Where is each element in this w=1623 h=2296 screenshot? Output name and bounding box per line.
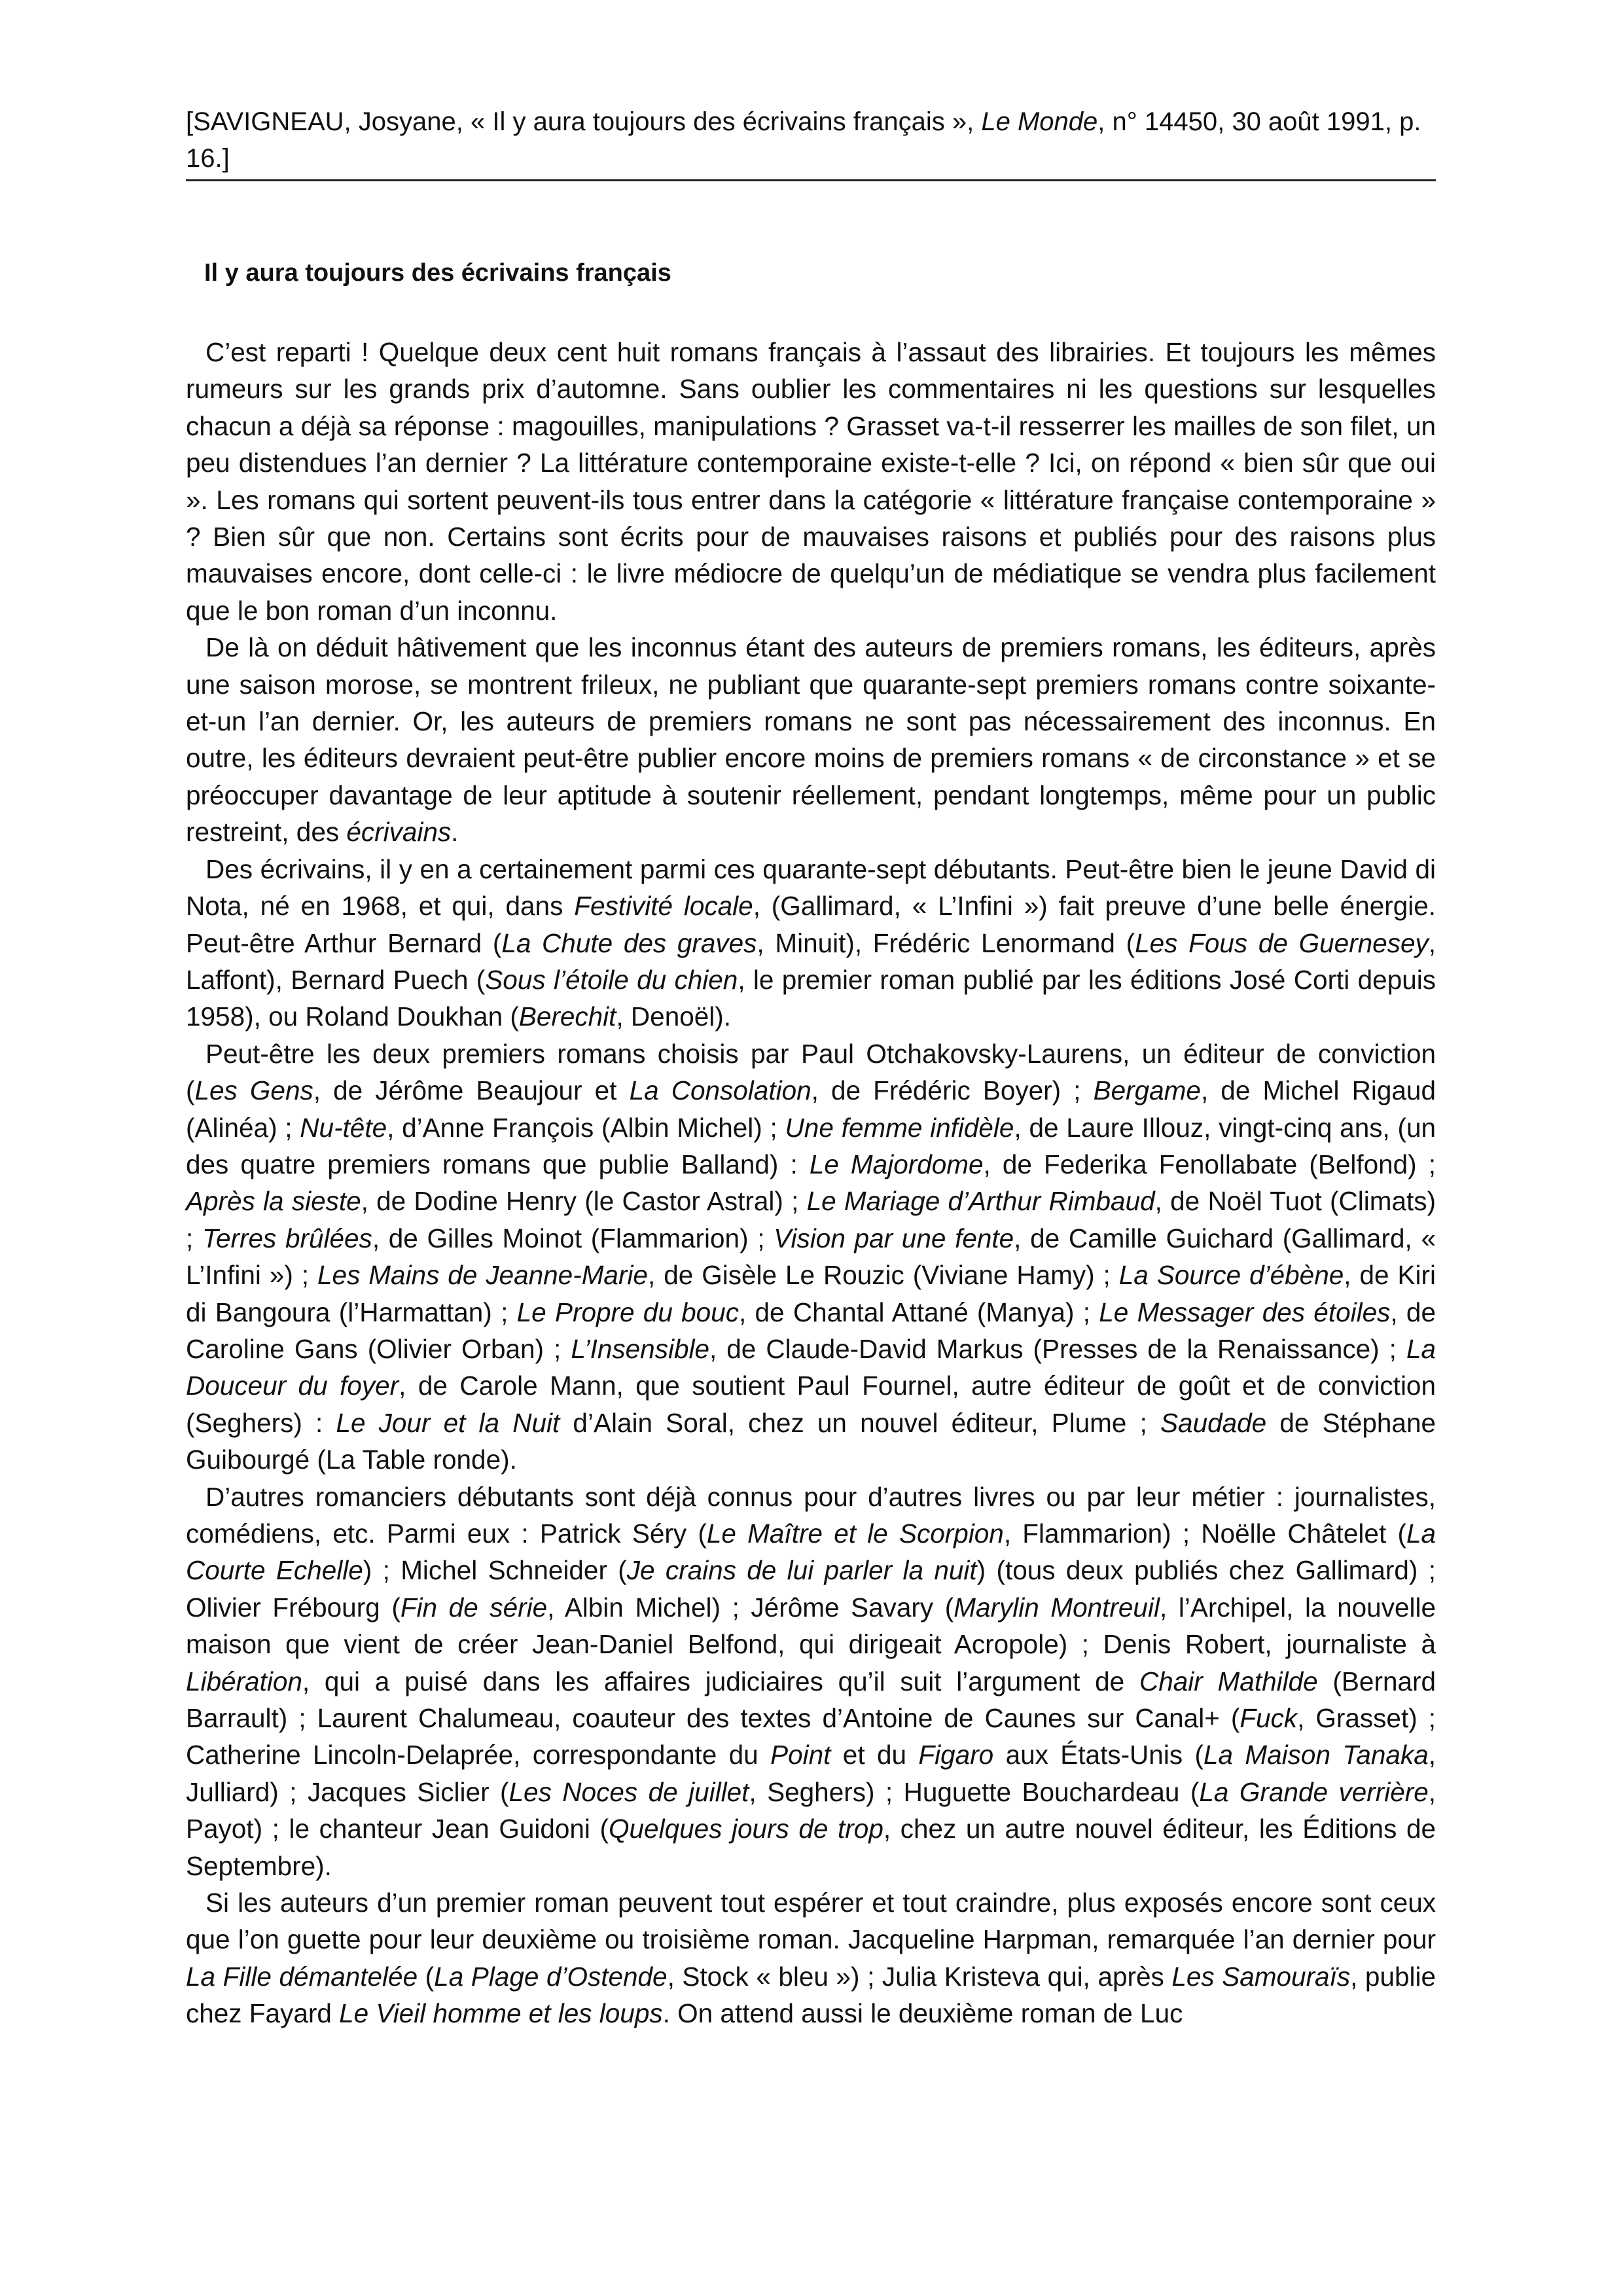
italic-title-run: Bergame: [1093, 1075, 1201, 1106]
text-run: , de Gilles Moinot (Flammarion) ;: [372, 1223, 774, 1253]
article-title: Il y aura toujours des écrivains français: [204, 259, 671, 287]
text-run: (: [418, 1961, 435, 1992]
text-run: , de Camille Guichard (Gallimard, « L’Infini ») ;: [186, 1223, 1436, 1291]
text-run: , de Claude-David Markus (Presses de la Renaissance) ;: [709, 1333, 1406, 1364]
text-run: , chez un autre nouvel éditeur, les Éditions de Septembre).: [186, 1814, 1436, 1881]
text-run: d’Alain Soral, chez un nouvel éditeur, Plume ;: [560, 1407, 1161, 1438]
italic-title-run: La Douceur du foyer: [186, 1333, 1436, 1401]
text-run: , de Carole Mann, que soutient Paul Fournel, autre éditeur de goût et de conviction (Seghers) :: [186, 1371, 1436, 1438]
italic-title-run: Quelques jours de trop: [609, 1814, 883, 1844]
italic-title-run: Les Noces de juillet: [508, 1776, 749, 1807]
paragraph: [186, 1035, 1436, 1479]
bibliographic-reference: [186, 103, 1436, 181]
text-run: , de Jérôme Beaujour et: [313, 1075, 630, 1106]
italic-title-run: Marylin Montreuil: [954, 1592, 1160, 1623]
paragraph: [186, 334, 1436, 629]
italic-title-run: Une femme infidèle: [785, 1112, 1014, 1143]
text-run: Si les auteurs d’un premier roman peuvent tout espérer et tout craindre, plus exposés encore sont ceux que l’on guette pour leur deuxième ou troisième roman. Jacqueline Harpman, remarquée l’an dernier pour: [186, 1888, 1436, 1955]
text-run: D’autres romanciers débutants sont déjà connus pour d’autres livres ou par leur métier : journalistes, comédiens, etc. Parmi eux : Patrick Séry (: [186, 1481, 1436, 1549]
text-run: , de Gisèle Le Rouzic (Viviane Hamy) ;: [647, 1260, 1119, 1291]
reference-text-before: [SAVIGNEAU, Josyane, « Il y aura toujours des écrivains français »,: [186, 107, 982, 136]
italic-title-run: La Chute des graves: [501, 927, 757, 958]
italic-title-run: La Plage d’Ostende: [434, 1961, 668, 1992]
text-run: , de Chantal Attané (Manya) ;: [738, 1297, 1099, 1327]
italic-title-run: écrivains: [346, 817, 452, 848]
italic-title-run: Le Propre du bouc: [516, 1297, 739, 1327]
text-run: , Laffont), Bernard Puech (: [186, 927, 1436, 995]
paragraph: [186, 1884, 1436, 2032]
text-run: , Albin Michel) ; Jérôme Savary (: [547, 1592, 954, 1623]
text-run: (Bernard Barrault) ; Laurent Chalumeau, coauteur des textes d’Antoine de Caunes sur Canal+ (: [186, 1666, 1436, 1734]
italic-title-run: Point: [770, 1740, 831, 1770]
italic-title-run: Libération: [186, 1666, 302, 1696]
text-run: .: [451, 817, 459, 848]
italic-title-run: Le Mariage d’Arthur Rimbaud: [806, 1186, 1155, 1217]
text-run: , de Caroline Gans (Olivier Orban) ;: [186, 1297, 1436, 1364]
text-run: , publie chez Fayard: [186, 1961, 1436, 2029]
italic-title-run: Le Majordome: [809, 1149, 984, 1179]
text-run: , d’Anne François (Albin Michel) ;: [387, 1112, 785, 1143]
italic-title-run: Sous l’étoile du chien: [485, 964, 738, 995]
italic-title-run: Les Fous de Guernesey: [1135, 927, 1429, 958]
italic-title-run: Terres brûlées: [202, 1223, 372, 1253]
italic-title-run: La Fille démantelée: [186, 1961, 418, 1992]
text-run: , Flammarion) ; Noëlle Châtelet (: [1003, 1518, 1406, 1549]
italic-title-run: Le Vieil homme et les loups: [339, 1998, 663, 2029]
text-run: , de Laure Illouz, vingt-cinq ans, (un des quatre premiers romans que publie Balland) :: [186, 1112, 1436, 1179]
text-run: ) ; Michel Schneider (: [363, 1555, 627, 1586]
text-run: De là on déduit hâtivement que les inconnus étant des auteurs de premiers romans, les éditeurs, après une saison morose, se montrent frileux, ne publiant que quarante-sept premiers romans contre soixante-et-un l’an dernier. Or, les auteurs de premiers romans ne sont pas nécessairement des inconnus. En outre, les éditeurs devraient peut-être publier encore moins de premiers romans « de circonstance » et se préoccuper davantage de leur aptitude à soutenir réellement, pendant longtemps, même pour un public restreint, des: [186, 632, 1436, 848]
italic-title-run: Les Mains de Jeanne-Marie: [317, 1260, 648, 1291]
text-run: , de Frédéric Boyer) ;: [811, 1075, 1094, 1106]
reference-text-after: , n° 14450, 30 août 1991, p. 16.]: [186, 107, 1421, 173]
paragraph: [186, 1479, 1436, 1884]
text-run: , de Federika Fenollabate (Belfond) ;: [983, 1149, 1436, 1179]
italic-title-run: Les Gens: [194, 1075, 313, 1106]
italic-title-run: Vision par une fente: [774, 1223, 1014, 1253]
text-run: ) (tous deux publiés chez Gallimard) ; Olivier Frébourg (: [186, 1555, 1436, 1623]
italic-title-run: Le Jour et la Nuit: [336, 1407, 560, 1438]
text-run: , Payot) ; le chanteur Jean Guidoni (: [186, 1776, 1436, 1844]
italic-title-run: Après la sieste: [186, 1186, 361, 1217]
text-run: , de Noël Tuot (Climats) ;: [186, 1186, 1436, 1253]
italic-title-run: La Courte Echelle: [186, 1518, 1436, 1586]
italic-title-run: La Grande verrière: [1199, 1776, 1429, 1807]
reference-journal: Le Monde: [981, 107, 1098, 136]
italic-title-run: Nu-tête: [300, 1112, 387, 1143]
text-run: , l’Archipel, la nouvelle maison que vient de créer Jean-Daniel Belfond, qui dirigeait Acropole) ; Denis Robert, journaliste à: [186, 1592, 1436, 1660]
text-run: , Stock « bleu ») ; Julia Kristeva qui, après: [667, 1961, 1172, 1992]
text-run: , Grasset) ; Catherine Lincoln-Delaprée, correspondante du: [186, 1703, 1436, 1770]
text-run: , de Dodine Henry (le Castor Astral) ;: [361, 1186, 807, 1217]
text-run: de Stéphane Guibourgé (La Table ronde).: [186, 1407, 1436, 1475]
italic-title-run: Chair Mathilde: [1139, 1666, 1318, 1696]
text-run: et du: [830, 1740, 919, 1770]
italic-title-run: Fuck: [1240, 1703, 1298, 1734]
text-run: Des écrivains, il y en a certainement parmi ces quarante-sept débutants. Peut-être bien le jeune David di Nota, né en 1968, et qui, dans: [186, 853, 1436, 922]
text-run: , de Kiri di Bangoura (l’Harmattan) ;: [186, 1260, 1436, 1327]
text-run: , Julliard) ; Jacques Siclier (: [186, 1740, 1436, 1807]
text-run: , Seghers) ; Huguette Bouchardeau (: [749, 1776, 1200, 1807]
text-run: , Denoël).: [616, 1001, 732, 1032]
italic-title-run: Les Samouraïs: [1171, 1961, 1351, 1992]
italic-title-run: Figaro: [918, 1740, 994, 1770]
italic-title-run: La Maison Tanaka: [1203, 1740, 1429, 1770]
paragraph: [186, 851, 1436, 1035]
italic-title-run: Fin de série: [400, 1592, 548, 1623]
text-run: Peut-être les deux premiers romans choisis par Paul Otchakovsky-Laurens, un éditeur de conviction (: [186, 1038, 1436, 1106]
italic-title-run: L’Insensible: [571, 1333, 709, 1364]
text-run: , (Gallimard, « L’Infini ») fait preuve d’une belle énergie. Peut-être Arthur Bernard (: [186, 891, 1436, 958]
italic-title-run: Festivité locale: [574, 891, 753, 922]
italic-title-run: La Source d’ébène: [1118, 1260, 1344, 1291]
italic-title-run: Saudade: [1160, 1407, 1267, 1438]
italic-title-run: Le Maître et le Scorpion: [706, 1518, 1004, 1549]
text-run: , le premier roman publié par les éditions José Corti depuis 1958), ou Roland Doukhan (: [186, 964, 1436, 1032]
text-run: aux États-Unis (: [993, 1740, 1204, 1770]
article-body: [186, 334, 1436, 2032]
italic-title-run: Le Messager des étoiles: [1099, 1297, 1391, 1327]
text-run: , Minuit), Frédéric Lenormand (: [757, 927, 1135, 958]
italic-title-run: Berechit: [518, 1001, 616, 1032]
italic-title-run: Je crains de lui parler la nuit: [626, 1555, 977, 1586]
text-run: . On attend aussi le deuxième roman de Luc: [662, 1998, 1183, 2029]
text-run: , de Michel Rigaud (Alinéa) ;: [186, 1075, 1436, 1143]
italic-title-run: La Consolation: [629, 1075, 812, 1106]
paragraph: [186, 629, 1436, 850]
text-run: , qui a puisé dans les affaires judiciaires qu’il suit l’argument de: [302, 1666, 1139, 1696]
text-run: C’est reparti ! Quelque deux cent huit romans français à l’assaut des librairies. Et toujours les mêmes rumeurs sur les grands prix d’automne. Sans oublier les commentaires ni les questions sur lesquelles chacun a déjà sa réponse : magouilles, manipulations ? Grasset va-t-il resserrer les mailles de son filet, un peu distendues l’an dernier ? La littérature contemporaine existe-t-elle ? Ici, on répond « bien sûr que oui ». Les romans qui sortent peuvent-ils tous entrer dans la catégorie « littérature française contemporaine » ? Bien sûr que non. Certains sont écrits pour de mauvaises raisons et publiés pour des raisons plus mauvaises encore, dont celle-ci : le livre médiocre de quelqu’un de médiatique se vendra plus facilement que le bon roman d’un inconnu.: [186, 337, 1436, 626]
